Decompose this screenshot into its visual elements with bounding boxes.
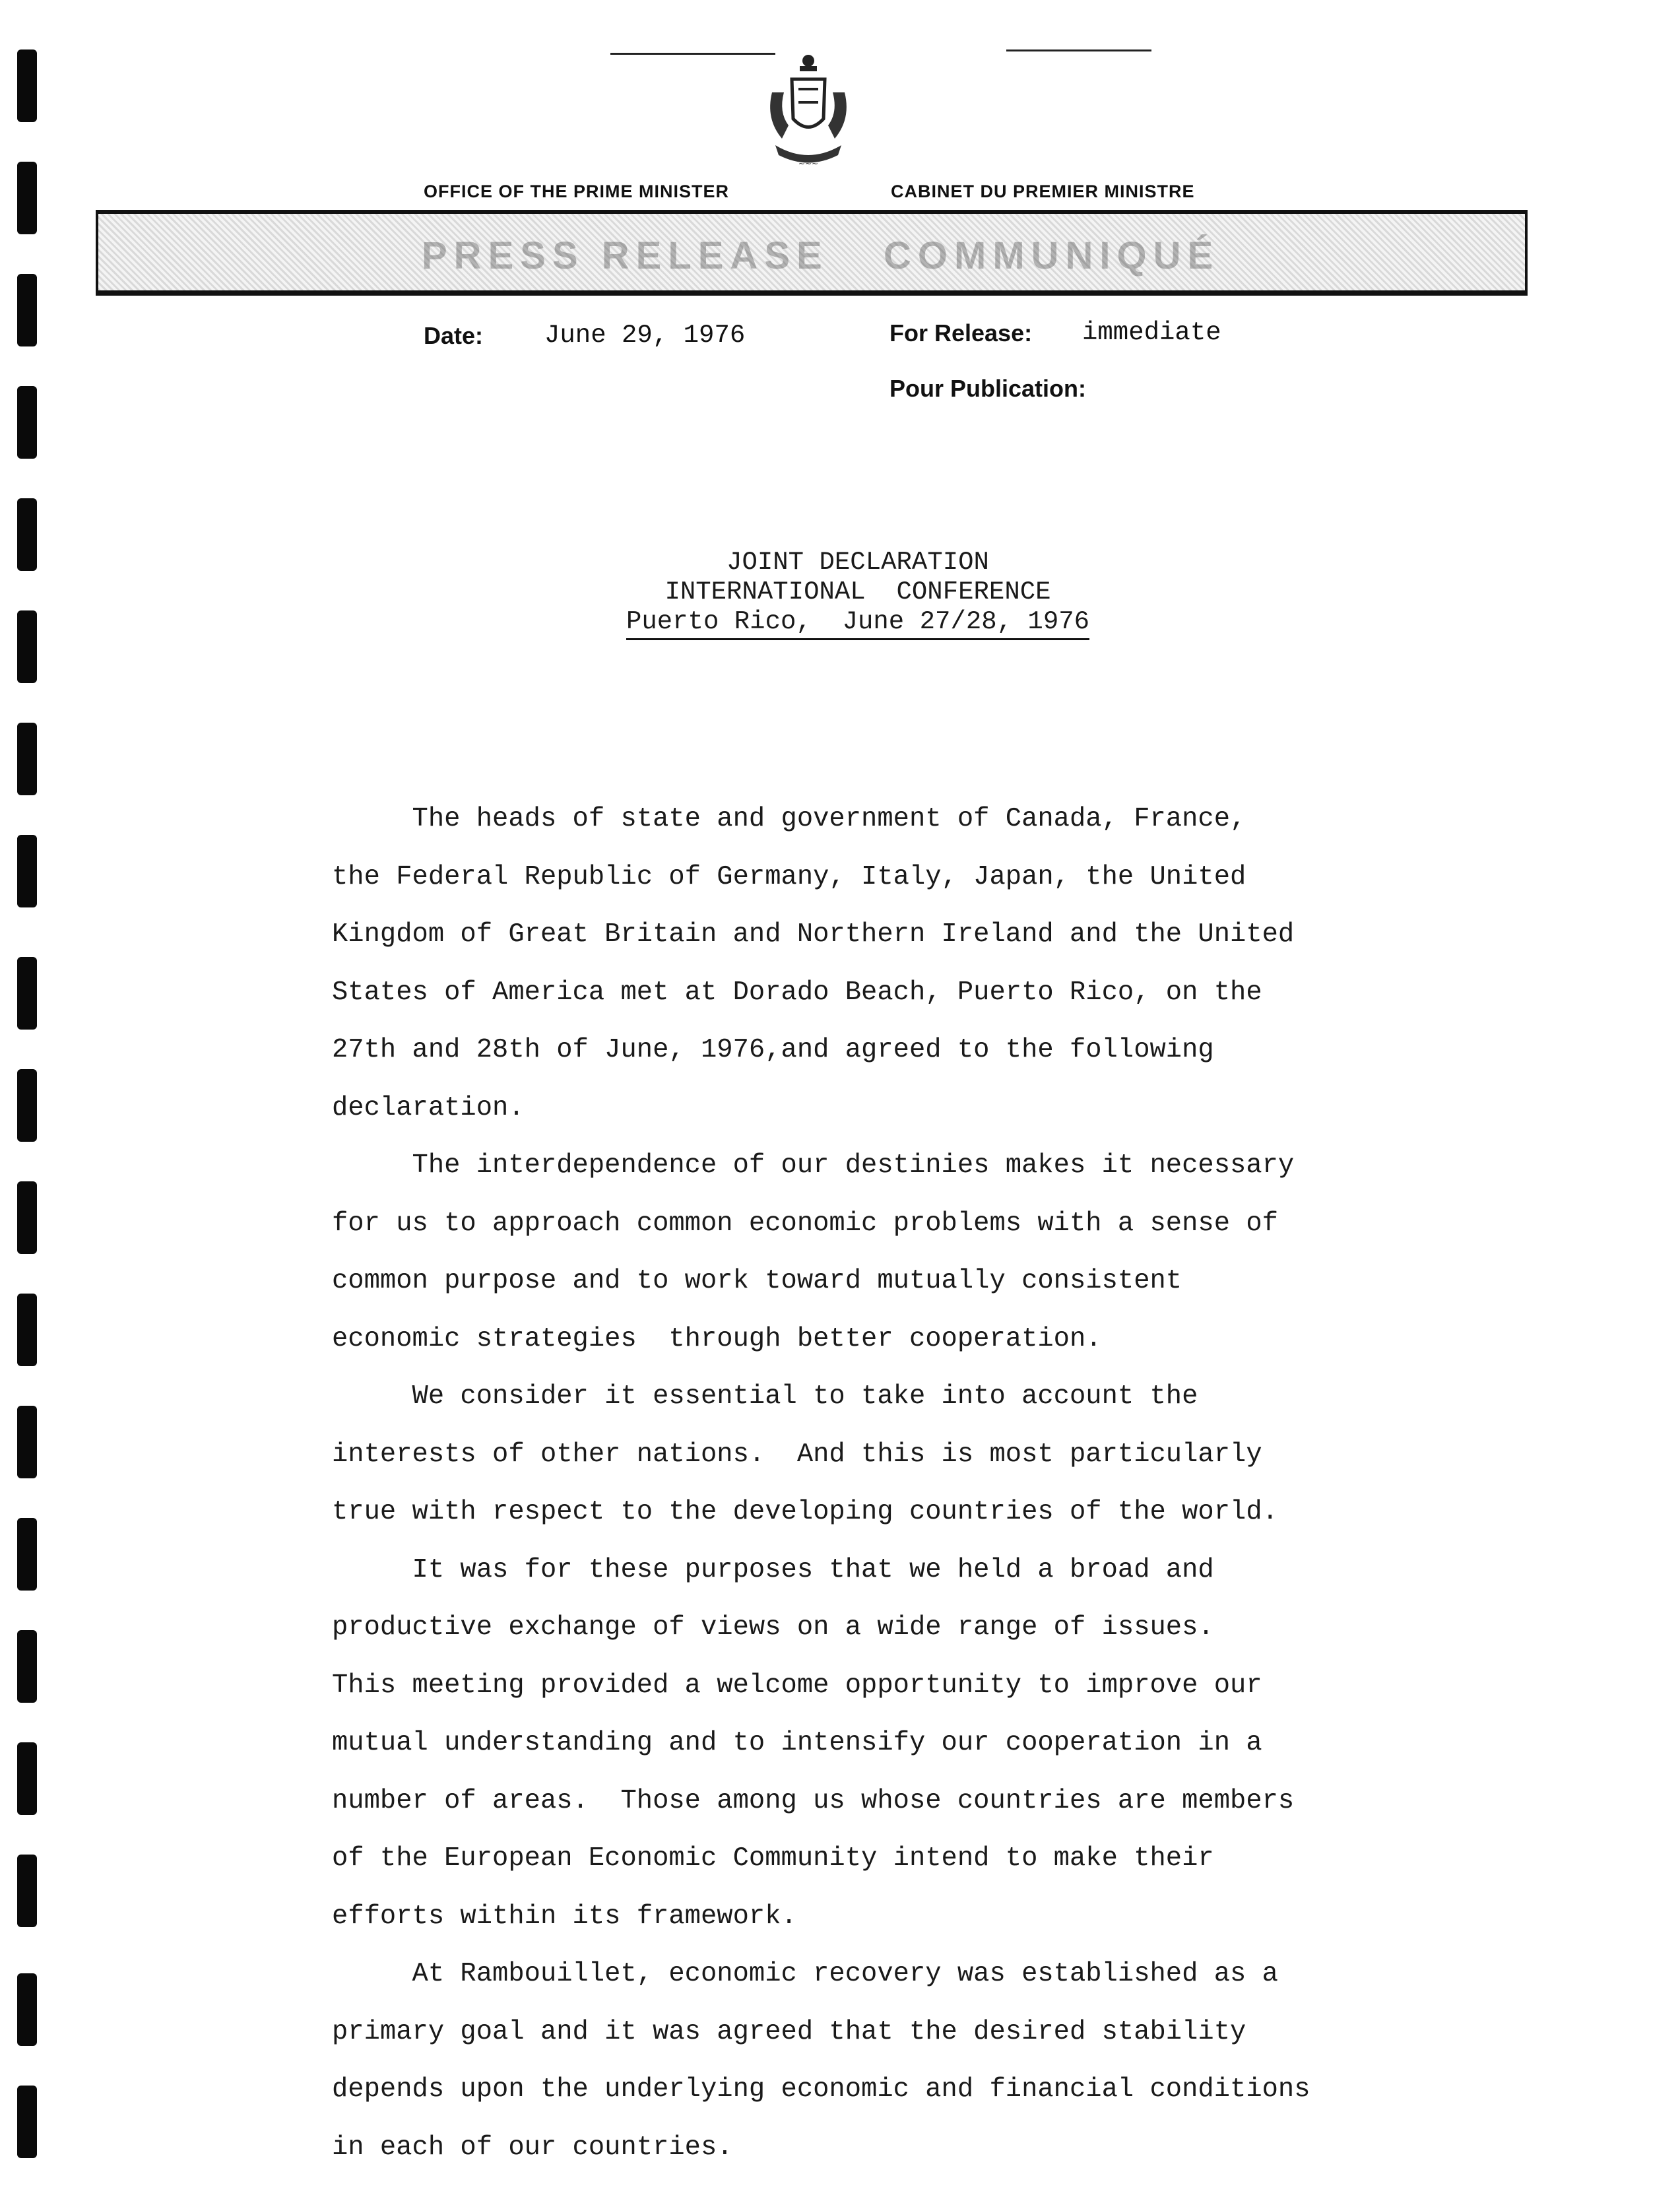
binder-hole bbox=[17, 1518, 37, 1591]
binder-hole bbox=[17, 2086, 37, 2158]
body-line: States of America met at Dorado Beach, Puerto Rico, on the bbox=[332, 977, 1262, 1008]
body-line: for us to approach common economic problems with a sense of bbox=[332, 1208, 1278, 1239]
body-line: 27th and 28th of June, 1976,and agreed to the following bbox=[332, 1035, 1214, 1065]
title-line-1: JOINT DECLARATION bbox=[727, 548, 989, 577]
body-line: primary goal and it was agreed that the desired stability bbox=[332, 2016, 1246, 2047]
body-line: true with respect to the developing countries of the world. bbox=[332, 1497, 1278, 1527]
banner-text-english: PRESS RELEASE bbox=[422, 234, 829, 277]
binder-hole bbox=[17, 162, 37, 234]
binder-hole bbox=[17, 386, 37, 459]
banner-text-french: COMMUNIQUÉ bbox=[884, 234, 1220, 277]
binder-hole bbox=[17, 1181, 37, 1254]
body-line: declaration. bbox=[332, 1092, 525, 1123]
binder-hole bbox=[17, 1630, 37, 1703]
binder-hole bbox=[17, 1973, 37, 2046]
body-line: mutual understanding and to intensify our cooperation in a bbox=[332, 1728, 1262, 1758]
body-line: common purpose and to work toward mutually consistent bbox=[332, 1266, 1182, 1296]
title-line-2: INTERNATIONAL CONFERENCE bbox=[664, 577, 1051, 607]
binder-hole bbox=[17, 498, 37, 571]
body-line: This meeting provided a welcome opportunity to improve our bbox=[332, 1670, 1262, 1701]
body-line: depends upon the underlying economic and financial conditions bbox=[332, 2074, 1310, 2105]
body-line: of the European Economic Community intend to make their bbox=[332, 1843, 1214, 1874]
binder-hole bbox=[17, 835, 37, 907]
binder-hole bbox=[17, 610, 37, 683]
declaration-body bbox=[332, 791, 1401, 2177]
body-line: We consider it essential to take into account the bbox=[332, 1381, 1198, 1412]
office-name-french: CABINET DU PREMIER MINISTRE bbox=[891, 181, 1195, 201]
binder-hole bbox=[17, 1294, 37, 1366]
body-line: productive exchange of views on a wide range of issues. bbox=[332, 1612, 1214, 1643]
body-line: The heads of state and government of Canada, France, bbox=[332, 804, 1246, 834]
office-name-english: OFFICE OF THE PRIME MINISTER bbox=[424, 181, 730, 201]
body-line: in each of our countries. bbox=[332, 2132, 733, 2163]
body-line: It was for these purposes that we held a broad and bbox=[332, 1554, 1214, 1585]
release-value: immediate bbox=[1082, 318, 1221, 347]
date-label: Date: bbox=[424, 322, 484, 349]
body-line: economic strategies through better cooperation. bbox=[332, 1323, 1102, 1354]
header-rule-right bbox=[1006, 49, 1151, 51]
body-line: number of areas. Those among us whose countries are members bbox=[332, 1785, 1295, 1816]
title-line-3: Puerto Rico, June 27/28, 1976 bbox=[626, 607, 1089, 640]
body-line: Kingdom of Great Britain and Northern Ireland and the United bbox=[332, 919, 1295, 950]
binder-hole bbox=[17, 1855, 37, 1927]
declaration-title bbox=[462, 548, 1254, 640]
coat-of-arms-emblem bbox=[759, 53, 858, 172]
binder-hole bbox=[17, 274, 37, 346]
header-rule-left bbox=[610, 53, 775, 55]
date-value: June 29, 1976 bbox=[544, 321, 746, 350]
body-line: efforts within its framework. bbox=[332, 1901, 797, 1932]
binder-hole bbox=[17, 1406, 37, 1478]
binder-hole bbox=[17, 957, 37, 1030]
body-line: The interdependence of our destinies makes it necessary bbox=[332, 1150, 1295, 1181]
binder-hole bbox=[17, 49, 37, 122]
binder-hole bbox=[17, 1069, 37, 1142]
binder-hole bbox=[17, 1742, 37, 1815]
svg-text:~~~: ~~~ bbox=[798, 159, 819, 168]
release-label: For Release: bbox=[889, 319, 1033, 346]
binder-holes bbox=[0, 0, 53, 2203]
publication-label: Pour Publication: bbox=[889, 375, 1087, 402]
body-line: At Rambouillet, economic recovery was established as a bbox=[332, 1959, 1278, 1989]
press-release-banner bbox=[96, 210, 1528, 296]
binder-hole bbox=[17, 723, 37, 795]
body-line: interests of other nations. And this is most particularly bbox=[332, 1439, 1262, 1470]
body-line: the Federal Republic of Germany, Italy, Japan, the United bbox=[332, 861, 1246, 892]
